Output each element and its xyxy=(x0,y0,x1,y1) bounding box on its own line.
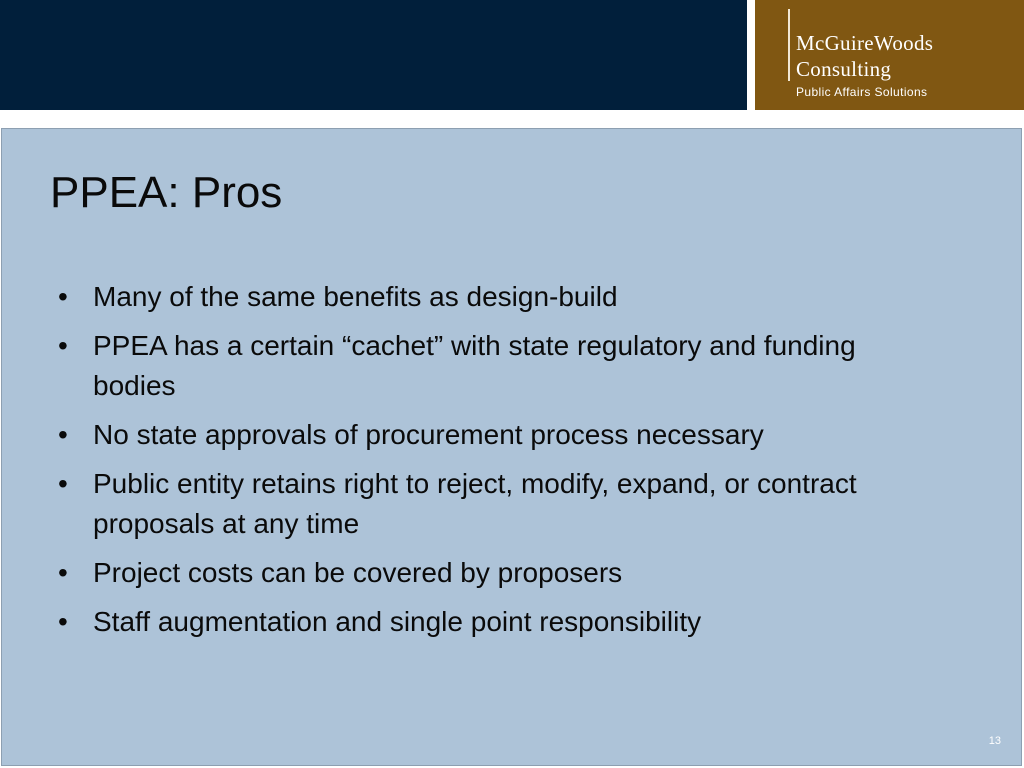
bullet-item xyxy=(58,602,938,642)
bullet-item xyxy=(58,415,938,455)
logo-line-1: McGuireWoods xyxy=(796,31,934,55)
company-logo xyxy=(755,0,1024,110)
bullet-text: Many of the same benefits as design-build xyxy=(93,281,618,312)
bullet-item xyxy=(58,277,938,317)
bullet-dot-icon: • xyxy=(58,606,68,637)
bullet-dot-icon: • xyxy=(58,330,68,361)
header-band xyxy=(0,0,747,110)
bullet-dot-icon: • xyxy=(58,281,68,312)
page-number: 13 xyxy=(988,735,1001,747)
bullet-item xyxy=(58,553,938,593)
bullet-list xyxy=(58,277,938,651)
bullet-text: No state approvals of procurement process necessary xyxy=(93,419,764,450)
logo-divider xyxy=(788,9,790,81)
slide-title: PPEA: Pros xyxy=(50,168,283,217)
bullet-text: PPEA has a certain “cachet” with state regulatory and funding bodies xyxy=(93,330,856,401)
content-panel xyxy=(1,128,1022,766)
bullet-text: Public entity retains right to reject, modify, expand, or contract proposals at any time xyxy=(93,468,857,539)
bullet-text: Staff augmentation and single point responsibility xyxy=(93,606,702,637)
bullet-item xyxy=(58,464,938,544)
logo-line-2: Consulting xyxy=(796,57,892,81)
bullet-dot-icon: • xyxy=(58,468,68,499)
bullet-item xyxy=(58,326,938,406)
bullet-dot-icon: • xyxy=(58,557,68,588)
logo-tagline: Public Affairs Solutions xyxy=(796,85,928,99)
bullet-text: Project costs can be covered by proposers xyxy=(93,557,623,588)
bullet-dot-icon: • xyxy=(58,419,68,450)
